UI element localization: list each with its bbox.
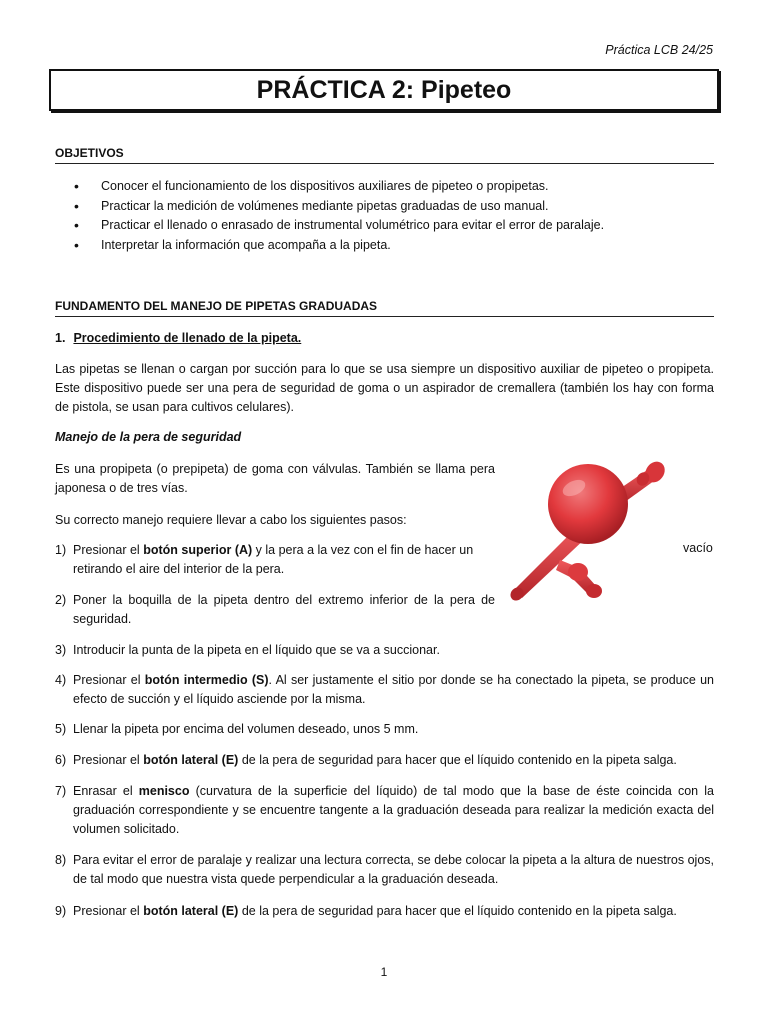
step-text: y la pera a la vez con el fin de hacer un (252, 543, 474, 557)
step-9 (55, 902, 714, 921)
step-number: 6) (55, 753, 67, 767)
objectives-heading: OBJETIVOS (55, 146, 714, 164)
step-6 (55, 751, 714, 770)
step-text: de la pera de seguridad para hacer que el líquido contenido en la pipeta salga. (238, 904, 677, 918)
step-text: . Al ser justamente el sitio por donde se ha conectado la pipeta, se produce un efecto de succión y el líquido asciende por la misma. (73, 673, 714, 706)
page-title (49, 69, 719, 111)
step-text: Presionar el (73, 543, 144, 557)
bulb-subheading: Manejo de la pera de seguridad (55, 430, 242, 444)
step-4 (55, 671, 714, 709)
page-number: 1 (380, 965, 388, 979)
step-keyword: botón superior (A) (143, 543, 253, 557)
step-2 (55, 591, 495, 629)
step-text: Presionar el (73, 904, 144, 918)
step-text: Presionar el (73, 753, 144, 767)
step-7 (55, 782, 714, 839)
section-1-heading (55, 331, 301, 345)
step-keyword: botón lateral (E) (143, 753, 239, 767)
objective-item: • Practicar la medición de volúmenes mediante pipetas graduadas de uso manual. (80, 197, 604, 217)
step-text: Introducir la punta de la pipeta en el líquido que se va a succionar. (73, 643, 440, 657)
pipette-bulb-image (500, 452, 672, 612)
step-text: Enrasar el (73, 784, 139, 798)
step-number: 3) (55, 643, 67, 657)
step-text: Presionar el (73, 673, 145, 687)
bulb-description: Es una propipeta (o prepipeta) de goma con válvulas. También se llama pera japonesa o de tres vías. (55, 462, 495, 495)
step-text: (curvatura de la superficie del líquido) de tal modo que la base de éste coincida con la graduación correspondiente y se encuentre tangente a la graduación deseada para realizar la medición exacta del volumen solicitado. (73, 784, 714, 836)
step-text-continued: retirando el aire del interior de la pera. (73, 562, 285, 576)
step-text: de la pera de seguridad para hacer que el líquido contenido en la pipeta salga. (238, 753, 677, 767)
objective-item: • Practicar el llenado o enrasado de instrumental volumétrico para evitar el error de paralaje. (80, 216, 604, 236)
intro-paragraph: Las pipetas se llenan o cargan por succión para lo que se usa siempre un dispositivo auxiliar de pipeteo o propipeta. Este dispositivo puede ser una pera de seguridad de goma o un aspirador de cremallera (también los hay con forma de pistola, se usan para cultivos celulares). (55, 362, 714, 414)
step-number: 8) (55, 853, 67, 867)
step-8 (55, 851, 714, 889)
section-title: Procedimiento de llenado de la pipeta. (73, 331, 302, 345)
step-keyword: botón intermedio (S) (144, 673, 269, 687)
step-keyword: menisco (138, 784, 190, 798)
page-title-text: PRÁCTICA 2: Pipeteo (256, 75, 512, 104)
step-number: 1) (55, 543, 67, 557)
step-text: Poner la boquilla de la pipeta dentro del extremo inferior de la pera de seguridad. (73, 593, 495, 626)
step-number: 5) (55, 722, 67, 736)
step-number: 7) (55, 784, 67, 798)
step-5 (55, 720, 714, 739)
step-3 (55, 641, 714, 660)
fundamento-heading: FUNDAMENTO DEL MANEJO DE PIPETAS GRADUADAS (55, 299, 714, 317)
step-number: 2) (55, 593, 67, 607)
step-1-overflow-word: vacío (683, 541, 713, 555)
step-text: Llenar la pipeta por encima del volumen deseado, unos 5 mm. (73, 722, 419, 736)
header-note: Práctica LCB 24/25 (605, 43, 713, 57)
step-keyword: botón lateral (E) (143, 904, 239, 918)
objectives-list (80, 177, 604, 255)
section-number: 1. (55, 331, 66, 345)
step-number: 4) (55, 673, 67, 687)
objective-item: • Conocer el funcionamiento de los dispositivos auxiliares de pipeteo o propipetas. (80, 177, 604, 197)
step-text: Para evitar el error de paralaje y realizar una lectura correcta, se debe colocar la pipeta a la altura de nuestros ojos, de tal modo que nuestra vista quede perpendicular a la graduación deseada. (73, 853, 714, 886)
objective-item: • Interpretar la información que acompaña a la pipeta. (80, 236, 604, 256)
step-number: 9) (55, 904, 67, 918)
steps-intro: Su correcto manejo requiere llevar a cabo los siguientes pasos: (55, 513, 407, 527)
